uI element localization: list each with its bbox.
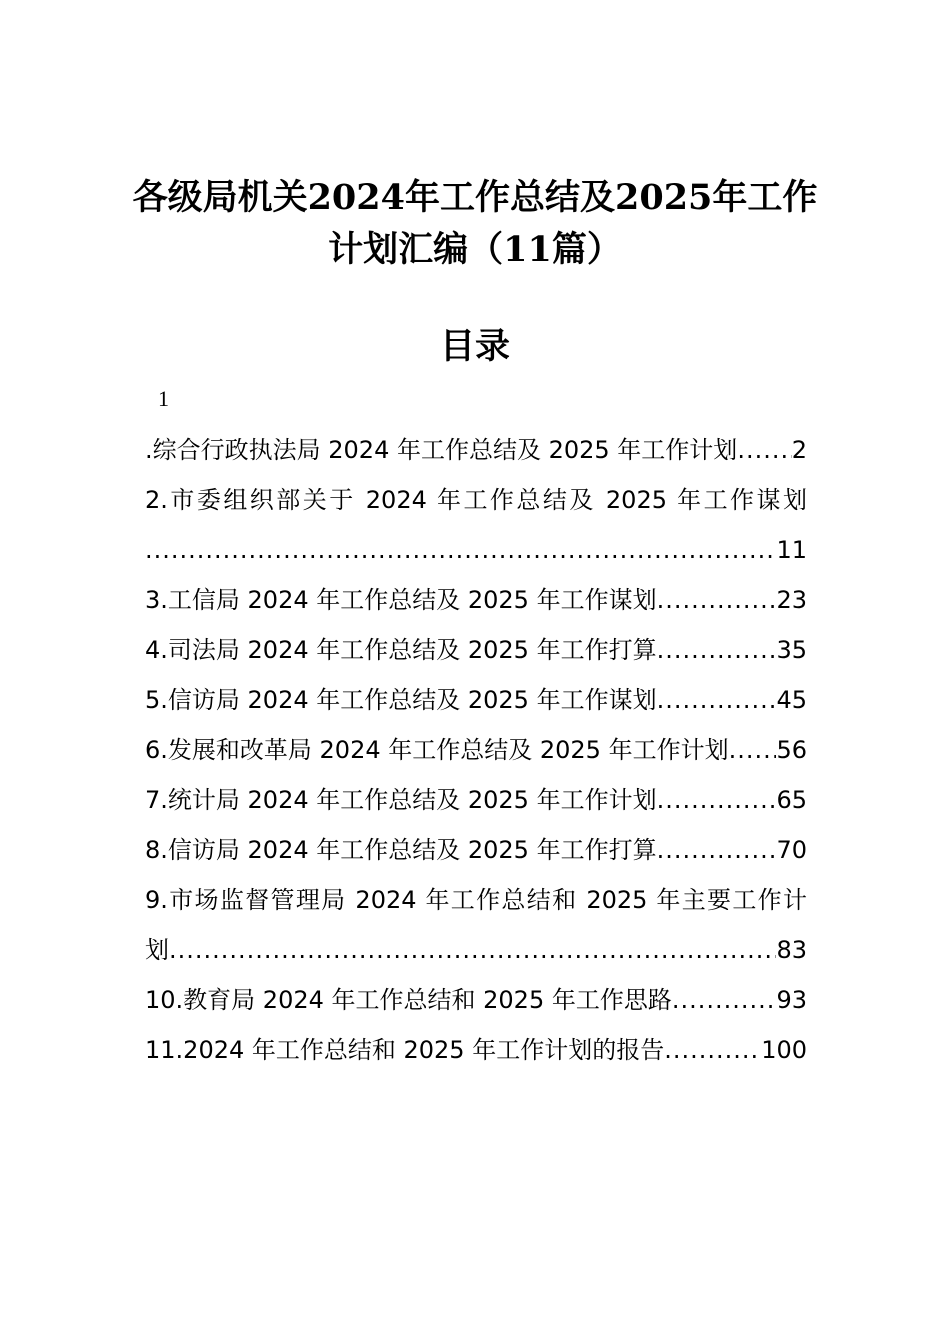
toc-dot-leader [657,575,777,625]
toc-dot-leader [672,975,777,1025]
toc-dot-leader [729,725,777,775]
table-of-contents [145,425,807,1075]
toc-page-number: 45 [776,686,807,714]
toc-page-number: 35 [776,636,807,664]
toc-entry[interactable] [145,1025,807,1075]
toc-entry-title: 10.教育局 2024 年工作总结和 2025 年工作思路 [145,986,672,1014]
toc-entry-title: 9.市场监督管理局 2024 年工作总结和 2025 年主要工作计 [145,886,807,914]
toc-entry-title: 11.2024 年工作总结和 2025 年工作计划的报告 [145,1036,665,1064]
toc-page-number: 93 [776,986,807,1014]
toc-page-number: 100 [761,1036,807,1064]
toc-page-number: 11 [776,536,807,564]
toc-entry-title: 5.信访局 2024 年工作总结及 2025 年工作谋划 [145,686,657,714]
toc-entry[interactable] [145,475,807,525]
toc-page-number: 70 [776,836,807,864]
toc-entry[interactable] [145,975,807,1025]
document-title-line-2: 计划汇编（11篇） [328,229,622,270]
toc-heading: 目录 [439,326,510,367]
toc-entry-title: 6.发展和改革局 2024 年工作总结及 2025 年工作计划 [145,736,729,764]
toc-page-number: 23 [776,586,807,614]
toc-entry-title: .综合行政执法局 2024 年工作总结及 2025 年工作计划 [145,436,738,464]
toc-dot-leader [657,825,777,875]
toc-dot-leader [657,625,777,675]
toc-entry[interactable] [145,525,807,575]
page-number-marker: 1 [158,386,169,411]
toc-entry[interactable] [145,925,807,975]
toc-dot-leader [737,425,791,475]
document-title-line-1: 各级局机关2024年工作总结及2025年工作 [132,177,818,218]
toc-entry-title: 8.信访局 2024 年工作总结及 2025 年工作打算 [145,836,657,864]
toc-entry-title: 3.工信局 2024 年工作总结及 2025 年工作谋划 [145,586,657,614]
toc-entry[interactable] [145,675,807,725]
toc-entry-title: 4.司法局 2024 年工作总结及 2025 年工作打算 [145,636,657,664]
toc-entry[interactable] [145,725,807,775]
toc-page-number: 56 [776,736,807,764]
toc-page-number: 83 [776,936,807,964]
toc-entry[interactable] [145,425,807,475]
toc-dot-leader [145,525,776,575]
toc-dot-leader [664,1025,761,1075]
toc-entry[interactable] [145,875,807,925]
toc-page-number: 2 [791,436,807,464]
toc-entry-title: 划 [145,936,169,964]
toc-dot-leader [657,675,777,725]
toc-entry[interactable] [145,825,807,875]
toc-page-number: 65 [776,786,807,814]
toc-entry[interactable] [145,775,807,825]
toc-entry[interactable] [145,625,807,675]
toc-dot-leader [657,775,777,825]
toc-entry-title: 7.统计局 2024 年工作总结及 2025 年工作计划 [145,786,657,814]
toc-entry[interactable] [145,575,807,625]
toc-entry-title: 2.市委组织部关于 2024 年工作总结及 2025 年工作谋划 [145,486,807,514]
toc-dot-leader [169,925,776,975]
